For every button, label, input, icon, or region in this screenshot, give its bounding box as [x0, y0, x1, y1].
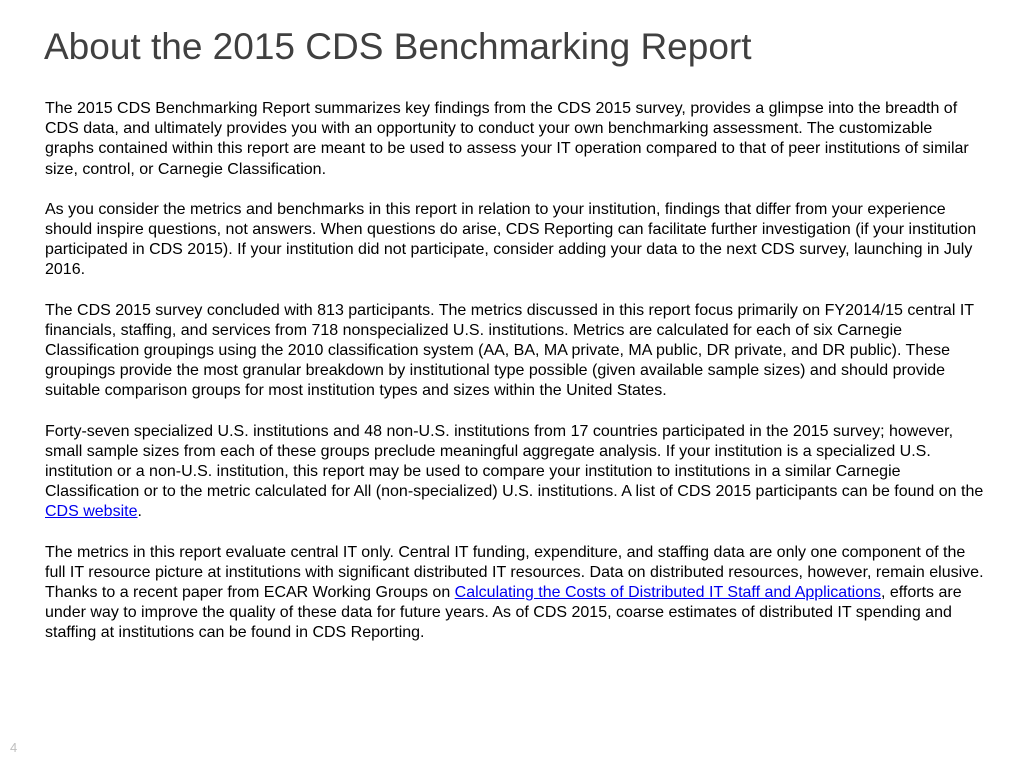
slide-number: 4	[10, 740, 18, 755]
specialized-institutions-paragraph	[45, 422, 985, 523]
distributed-it-costs-link[interactable]: Calculating the Costs of Distributed IT Staff and Applications	[454, 584, 881, 602]
metrics-guidance-paragraph: As you consider the metrics and benchmarks in this report in relation to your institution, findings that differ from your experience should inspire questions, not answers. When questions do arise, CDS Reporting can facilitate further investigation (if your institution participated in CDS 2015). If your institution did not participate, consider adding your data to the next CDS survey, launching in July 2016.	[45, 200, 977, 279]
specialized-institutions-text: Forty-seven specialized U.S. institutions and 48 non-U.S. institutions from 17 countries participated in the 2015 survey; however, small sample sizes from each of these groups preclude meaningful aggregate analysis. If your institution is a specialized U.S. institution or a non-U.S. institution, this report may be used to compare your institution to institutions in a similar Carnegie Classification or to the metric calculated for All (non-specialized) U.S. institutions. A list of CDS 2015 participants can be found on the	[45, 422, 984, 501]
report-body	[45, 99, 985, 664]
central-it-text: The metrics in this report evaluate central IT only. Central IT funding, expenditure, and staffing data are only one component of the full IT resource picture at institutions with significant distributed IT resources. Data on distributed resources, however, remain elusive. Thanks to a recent paper from ECAR Working Groups on	[45, 543, 984, 602]
page-title: About the 2015 CDS Benchmarking Report	[44, 26, 752, 67]
central-it-end: , efforts are under way to improve the quality of these data for future years. As of CDS 2015, coarse estimates of distributed IT spending and staffing at institutions can be found in CDS Reporting.	[45, 584, 962, 642]
central-it-paragraph	[45, 543, 985, 644]
specialized-institutions-end: .	[137, 503, 142, 521]
cds-website-link[interactable]: CDS website	[45, 503, 138, 521]
survey-scope-paragraph: The CDS 2015 survey concluded with 813 participants. The metrics discussed in this report focus primarily on FY2014/15 central IT financials, staffing, and services from 718 nonspecialized U.S. institutions. Metrics are calculated for each of six Carnegie Classification groupings using the 2010 classification system (AA, BA, MA private, MA public, DR private, and DR public). These groupings provide the most granular breakdown by institutional type possible (given available sample sizes) and should provide suitable comparison groups for most institution types and sizes within the United States.	[45, 301, 974, 400]
intro-paragraph: The 2015 CDS Benchmarking Report summarizes key findings from the CDS 2015 survey, provides a glimpse into the breadth of CDS data, and ultimately provides you with an opportunity to conduct your own benchmarking assessment. The customizable graphs contained within this report are meant to be used to assess your IT operation compared to that of peer institutions of similar size, control, or Carnegie Classification.	[45, 100, 969, 178]
